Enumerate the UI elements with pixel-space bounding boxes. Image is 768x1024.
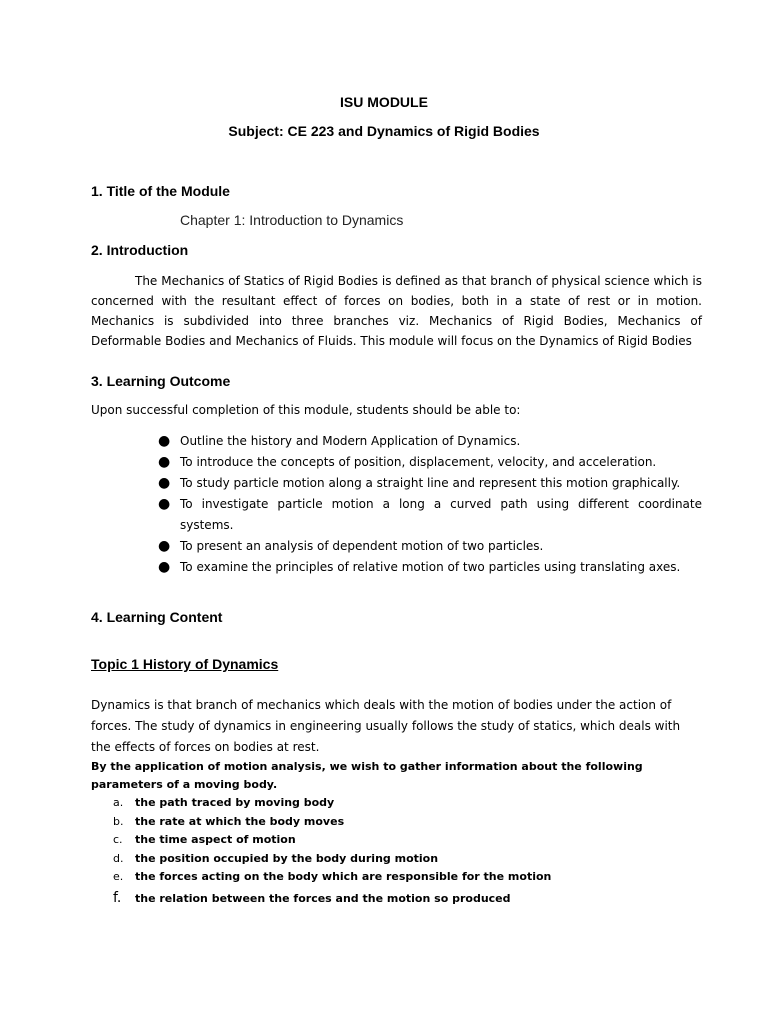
- list-marker: b.: [113, 814, 124, 828]
- list-item: ● To study particle motion along a straight line and represent this motion graphically.: [158, 473, 702, 494]
- list-item: ● Outline the history and Modern Application of Dynamics.: [158, 431, 702, 452]
- list-item: a. the path traced by moving body: [113, 794, 551, 813]
- learning-outcome-heading: 3. Learning Outcome: [91, 373, 231, 389]
- bullet-icon: ●: [158, 559, 171, 575]
- list-marker: e.: [113, 870, 124, 884]
- list-item: ● To introduce the concepts of position, displacement, velocity, and acceleration.: [158, 452, 702, 473]
- list-item: ● To examine the principles of relative motion of two particles using translating axes.: [158, 557, 702, 578]
- motion-analysis-lead: By the application of motion analysis, we wish to gather information about the following parameters of a moving body.: [91, 760, 643, 791]
- list-marker: a.: [113, 796, 124, 809]
- bullet-icon: ●: [158, 496, 171, 512]
- list-item: e. the forces acting on the body which are responsible for the motion: [113, 868, 551, 887]
- introduction-text: The Mechanics of Statics of Rigid Bodies is defined as that branch of physical science which is concerned with the resultant effect of forces on bodies, both in a state of rest or in motion. Mechanics is subdivided into three branches viz. Mechanics of Rigid Bodies, Mechanics of Deformable Bodies and Mechanics of Fluids. This module will focus on the Dynamics of Rigid Bodies: [91, 274, 702, 348]
- list-marker: f.: [113, 889, 122, 906]
- list-marker: c.: [113, 833, 123, 847]
- outcome-lead: Upon successful completion of this module, students should be able to:: [91, 403, 521, 417]
- introduction-paragraph: [91, 271, 702, 351]
- list-item: c. the time aspect of motion: [113, 831, 551, 850]
- parameter-list: [113, 794, 551, 908]
- learning-content-heading: 4. Learning Content: [91, 609, 223, 625]
- chapter-title: Chapter 1: Introduction to Dynamics: [180, 212, 404, 228]
- subject-title: Subject: CE 223 and Dynamics of Rigid Bodies: [228, 123, 540, 139]
- list-marker: d.: [113, 851, 124, 865]
- bullet-icon: ●: [158, 475, 171, 491]
- bullet-icon: ●: [158, 454, 171, 470]
- topic-paragraph: Dynamics is that branch of mechanics which deals with the motion of bodies under the action of forces. The study of dynamics in engineering usually follows the study of statics, which deals with the effects of forces on bodies at rest.: [91, 698, 681, 754]
- list-item: d. the position occupied by the body during motion: [113, 850, 551, 869]
- introduction-heading: 2. Introduction: [91, 242, 189, 258]
- topic-heading: Topic 1 History of Dynamics: [91, 656, 279, 672]
- list-item: ● To present an analysis of dependent motion of two particles.: [158, 536, 702, 557]
- list-item: ● To investigate particle motion a long a curved path using different coordinate systems.: [158, 496, 702, 532]
- module-title: ISU MODULE: [340, 94, 428, 110]
- bullet-icon: ●: [158, 538, 171, 554]
- list-item: f. the relation between the forces and the motion so produced: [113, 889, 511, 906]
- outcome-list: [158, 431, 702, 578]
- title-heading: 1. Title of the Module: [91, 183, 230, 199]
- list-item: b. the rate at which the body moves: [113, 813, 551, 832]
- bullet-icon: ●: [158, 433, 171, 449]
